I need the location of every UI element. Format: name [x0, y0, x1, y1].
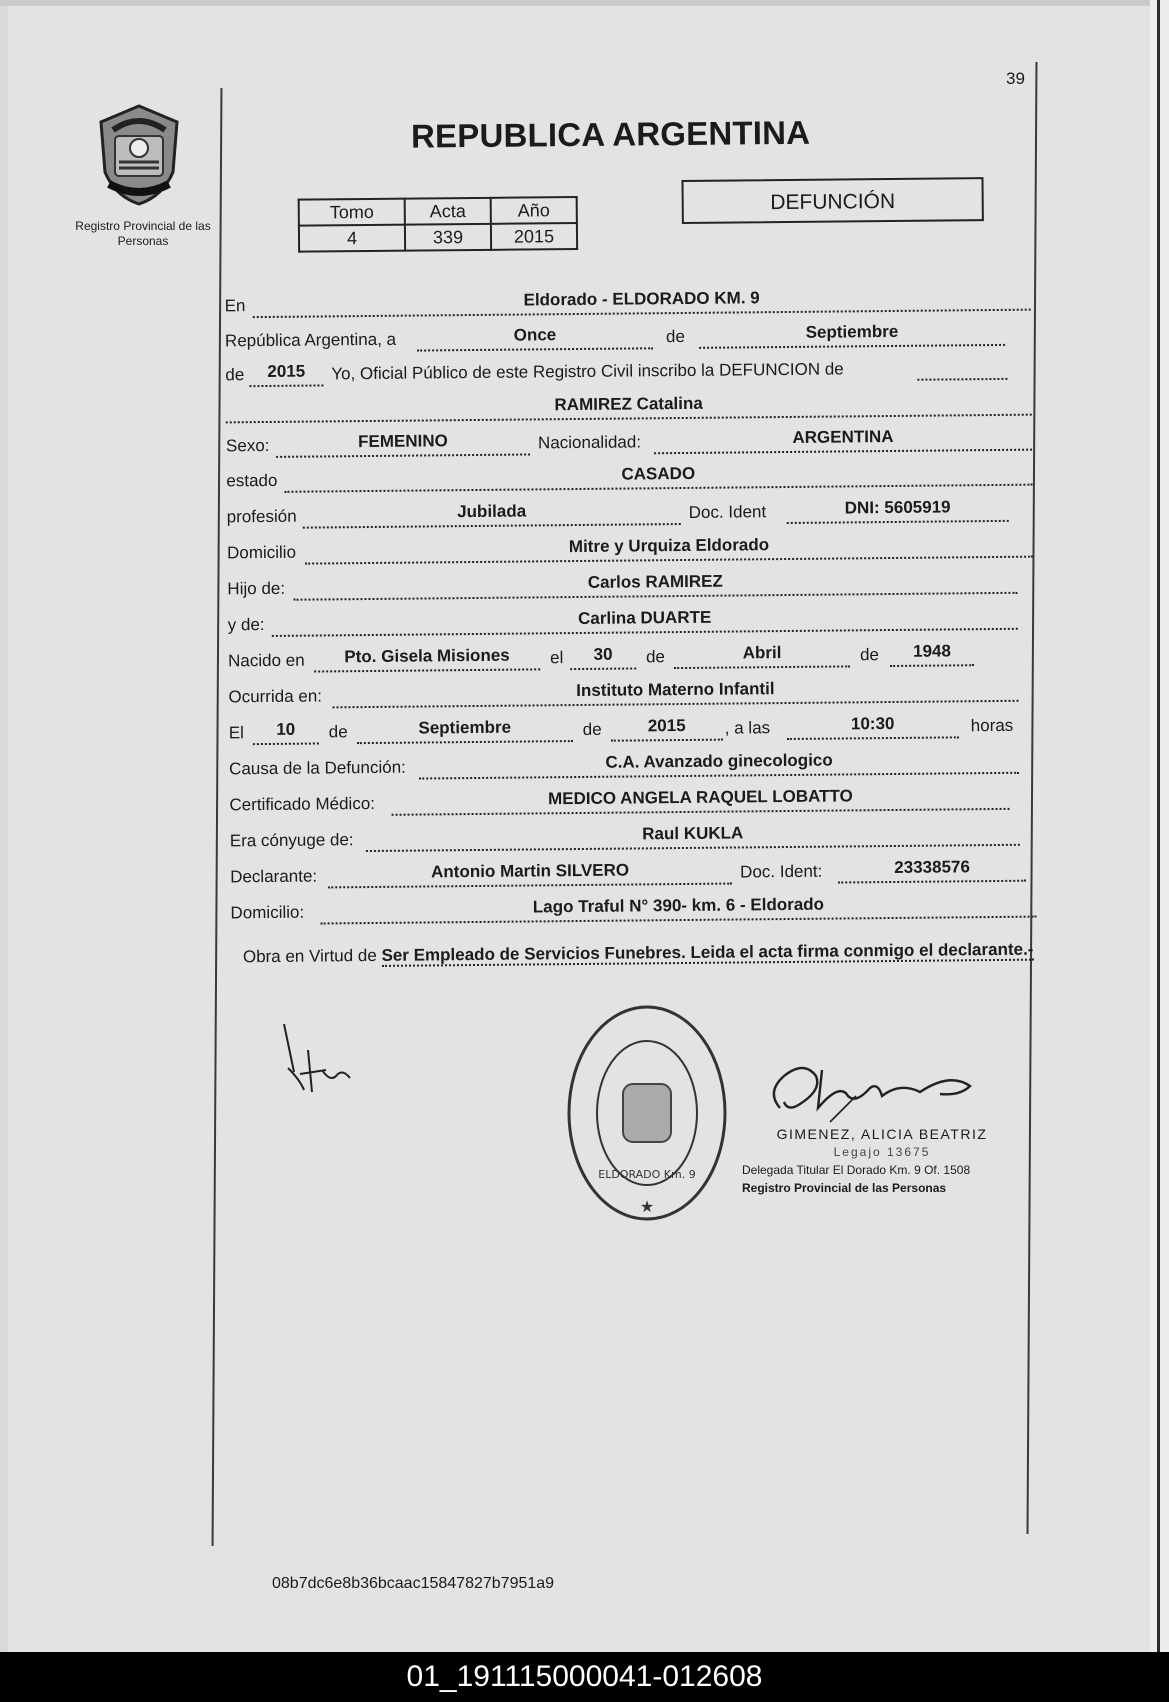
anio-insc-value: 2015	[267, 361, 306, 381]
def-mes-value: Septiembre	[418, 717, 512, 738]
sexo-field	[276, 427, 530, 457]
def-de-anio-label: de	[582, 719, 602, 739]
nacido-en-label: Nacido en	[227, 650, 305, 671]
profesion-value: Jubilada	[457, 501, 527, 522]
hijo-de-field	[293, 566, 1017, 601]
row-profesion	[227, 494, 1033, 530]
ocurrida-en-label: Ocurrida en:	[228, 686, 323, 707]
nac-anio-field	[890, 638, 974, 667]
nac-anio-value: 1948	[912, 641, 952, 661]
nacido-en-value: Pto. Gisela Misiones	[344, 645, 510, 667]
nac-de-label: de	[645, 647, 666, 667]
nac-dia-field	[570, 641, 636, 670]
de-anio-label: de	[225, 365, 245, 385]
ocurrida-en-field	[332, 674, 1018, 709]
nacionalidad-value: ARGENTINA	[792, 426, 894, 447]
causa-label: Causa de la Defunción:	[229, 757, 406, 779]
def-anio-value: 2015	[647, 715, 686, 736]
yo-text: Yo, Oficial Público de este Registro Civil inscribo la DEFUNCION de	[331, 359, 844, 384]
official-name: GIMENEZ, ALICIA BEATRIZ	[776, 1126, 988, 1142]
en-label: En	[224, 296, 246, 316]
row-ocurrida	[228, 674, 1018, 710]
svg-text:★: ★	[639, 1197, 655, 1216]
row-estado	[226, 458, 1032, 494]
nombre-field	[226, 388, 1032, 424]
row-causa	[229, 746, 1019, 782]
hora-field	[787, 710, 959, 740]
y-de-value: Carlina DUARTE	[577, 607, 712, 629]
en-field	[253, 283, 1031, 318]
def-mes-field	[357, 714, 573, 744]
a-las-label: , a las	[724, 718, 771, 738]
declarante-value: Antonio Martin SILVERO	[431, 860, 630, 882]
estado-value: CASADO	[621, 463, 696, 484]
row-certificado	[229, 782, 1009, 817]
row-fecha-defuncion	[229, 710, 1035, 746]
row-declarante	[230, 854, 1026, 890]
estado-label: estado	[226, 470, 278, 491]
def-dia-field	[253, 717, 319, 746]
tomo-header: Tomo	[299, 199, 405, 226]
certificado-value: MEDICO ANGELA RAQUEL LOBATTO	[547, 786, 853, 809]
row-decl-domicilio	[230, 890, 1036, 926]
declarante-field	[328, 857, 732, 889]
acta-value: 339	[405, 224, 491, 251]
nacionalidad-label: Nacionalidad:	[537, 432, 642, 453]
obra-en-virtud	[243, 936, 1047, 972]
row-domicilio	[227, 530, 1033, 566]
el-label: El	[228, 723, 244, 743]
certificado-label: Certificado Médico:	[229, 793, 376, 815]
doc-ident-label: Doc. Ident	[688, 502, 767, 522]
document-hash: 08b7dc6e8b36bcaac15847827b7951a9	[272, 1575, 555, 1592]
nac-el-label: el	[549, 648, 564, 668]
republica-label: República Argentina, a	[224, 329, 397, 351]
tomo-value: 4	[299, 225, 405, 252]
row-y-de	[228, 602, 1018, 638]
mes-value: Septiembre	[805, 321, 899, 342]
profesion-label: profesión	[226, 506, 297, 527]
nacido-en-field	[314, 642, 540, 672]
domicilio-value: Mitre y Urquiza Eldorado	[568, 535, 770, 557]
def-anio-field	[611, 713, 723, 742]
conyuge-value: Raul KUKLA	[642, 823, 744, 844]
decl-doc-value: 23338576	[894, 857, 970, 877]
row-hijo-de	[227, 566, 1017, 602]
declarant-signature	[278, 1020, 378, 1110]
official-stamp	[565, 1002, 729, 1224]
row-sexo	[226, 423, 1032, 459]
registro-provincial-label: Registro Provincial de las Personas	[75, 219, 211, 248]
conyuge-field	[366, 818, 1020, 852]
page-number: 39	[1006, 69, 1025, 88]
conyuge-label: Era cónyuge de:	[229, 830, 354, 851]
decl-doc-label: Doc. Ident:	[740, 861, 823, 882]
yo-blank-field	[917, 352, 1007, 381]
anio-header: Año	[491, 197, 577, 224]
sexo-label: Sexo:	[225, 435, 270, 456]
declarante-label: Declarante:	[230, 866, 318, 887]
en-value: Eldorado - ELDORADO KM. 9	[523, 288, 760, 310]
tomo-acta-anio-table	[298, 196, 579, 253]
anio-insc-field	[249, 358, 323, 387]
dia-value: Once	[513, 325, 557, 345]
doc-ident-value: DNI: 5605919	[844, 497, 951, 518]
y-de-field	[272, 602, 1018, 637]
stamp-inner-text: ELDORADO Km. 9	[598, 1168, 696, 1181]
mes-field	[699, 318, 1005, 349]
domicilio-label: Domicilio	[226, 542, 297, 563]
certificado-field	[391, 782, 1009, 816]
doc-ident-field	[787, 494, 1009, 524]
row-conyuge	[230, 818, 1020, 854]
hora-value: 10:30	[850, 713, 895, 734]
ocurrida-en-value: Instituto Materno Infantil	[576, 679, 775, 701]
nacionalidad-field	[654, 423, 1032, 455]
decl-domicilio-value: Lago Traful N° 390- km. 6 - Eldorado	[532, 894, 825, 917]
horas-label: horas	[970, 715, 1014, 736]
y-de-label: y de:	[227, 615, 265, 635]
official-signature	[760, 1052, 1000, 1132]
document-title: REPUBLICA ARGENTINA	[410, 113, 811, 155]
obra-label: Obra en Virtud de	[242, 945, 377, 967]
row-nombre	[226, 388, 1032, 424]
row-yo	[225, 352, 1031, 388]
official-registro: Registro Provincial de las Personas	[742, 1181, 947, 1195]
decl-doc-field	[838, 854, 1026, 884]
nac-mes-value: Abril	[742, 643, 782, 663]
domicilio-field	[305, 530, 1033, 565]
de-mes-label: de	[665, 326, 685, 347]
official-cargo: Delegada Titular El Dorado Km. 9 Of. 1508	[742, 1163, 971, 1177]
official-legajo: Legajo 13675	[833, 1145, 931, 1159]
sexo-value: FEMENINO	[358, 431, 448, 452]
anio-value: 2015	[491, 223, 577, 250]
hijo-de-label: Hijo de:	[227, 578, 286, 599]
causa-field	[419, 746, 1019, 780]
row-nacido	[228, 638, 1018, 674]
official-info	[742, 1125, 1022, 1197]
profesion-field	[303, 497, 681, 529]
obra-value: Ser Empleado de Servicios Funebres. Leida el acta firma conmigo el declarante.-	[381, 939, 1034, 965]
nac-mes-field	[674, 639, 850, 669]
hijo-de-value: Carlos RAMIREZ	[587, 571, 723, 592]
def-de-mes-label: de	[328, 722, 348, 742]
acta-header: Acta	[405, 198, 491, 225]
dia-field	[417, 321, 653, 351]
nac-dia-value: 30	[593, 644, 613, 664]
causa-value: C.A. Avanzado ginecologico	[605, 750, 833, 772]
document-type-box: DEFUNCIÓN	[681, 177, 983, 224]
def-dia-value: 10	[276, 719, 296, 739]
decl-domicilio-label: Domicilio:	[230, 902, 305, 923]
footer-id-bar: 01_191115000041-012608	[0, 1652, 1169, 1702]
row-en	[225, 283, 1031, 319]
estado-field	[284, 458, 1032, 493]
row-republica	[225, 318, 1031, 354]
decl-domicilio-field	[320, 890, 1036, 925]
nombre-value: RAMIREZ Catalina	[554, 393, 703, 415]
nac-anio-label: de	[859, 645, 880, 665]
